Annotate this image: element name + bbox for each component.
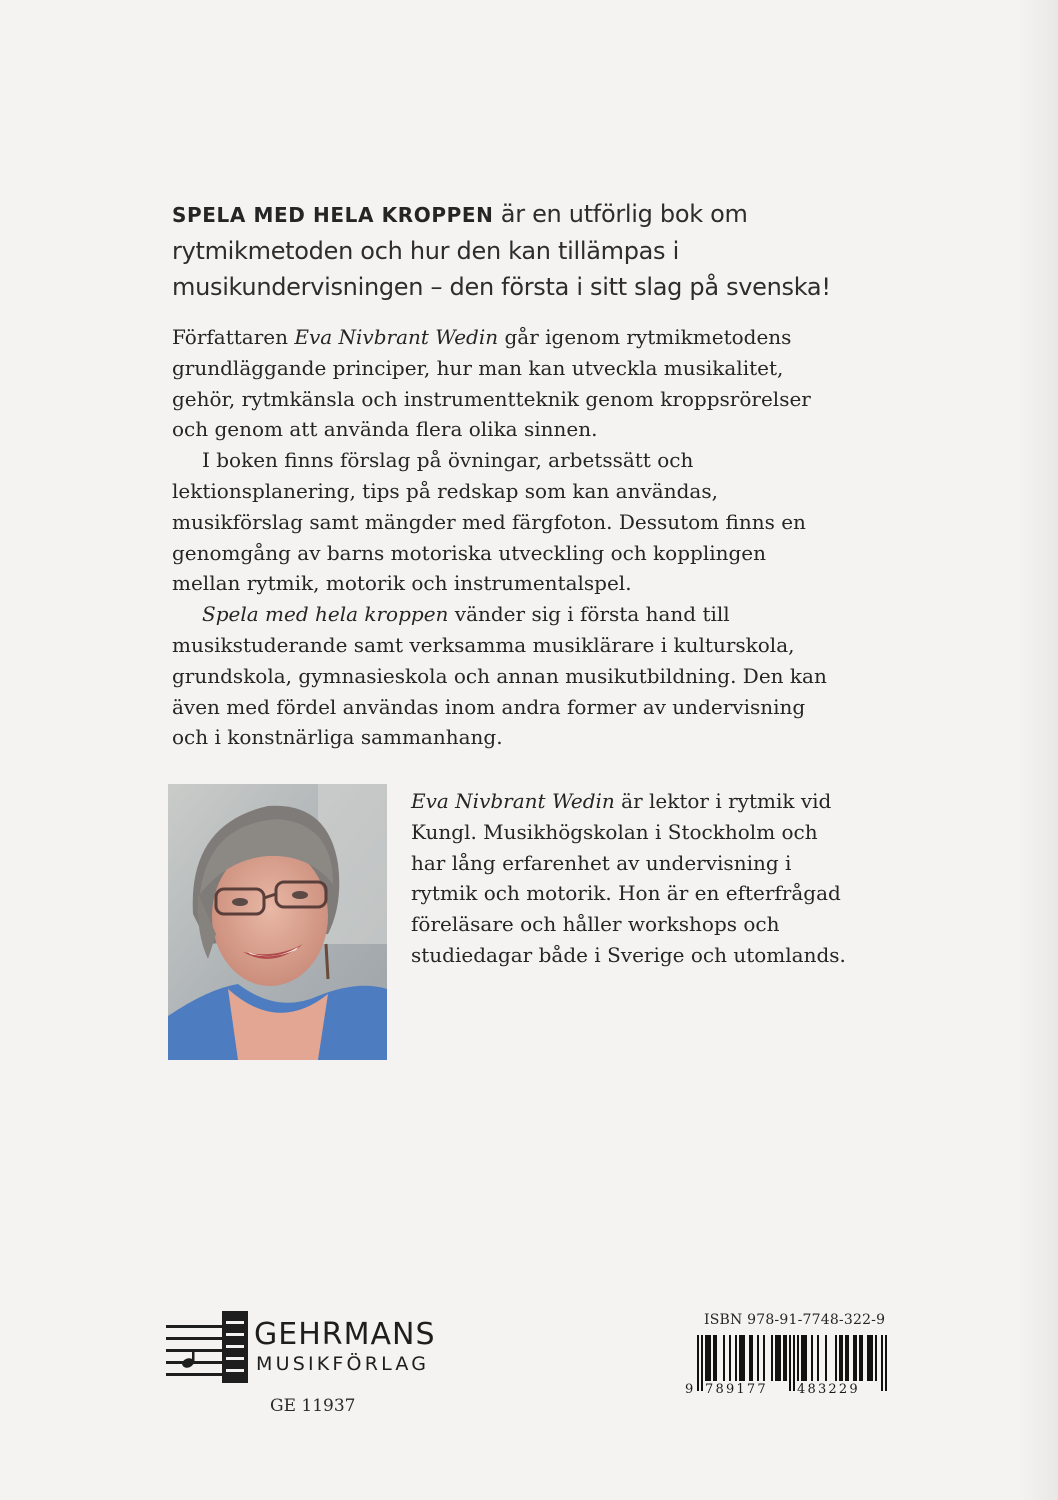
book-title-caps: SPELA MED HELA KROPPEN xyxy=(172,203,494,227)
isbn-label: ISBN 978-91-7748-322-9 xyxy=(704,1312,886,1328)
paragraph-1-intro: Författaren xyxy=(172,325,295,349)
bio-author-name: Eva Nivbrant Wedin xyxy=(411,789,615,813)
barcode-digits-left: 789177 xyxy=(705,1382,768,1395)
author-bio xyxy=(411,786,851,971)
barcode-bar xyxy=(859,1335,861,1381)
barcode-bar xyxy=(845,1335,847,1381)
barcode-bar xyxy=(713,1335,715,1381)
barcode-bar xyxy=(881,1335,883,1391)
paragraph-3-text: vänder sig i första hand till musikstuderande samt verksamma musiklärare i kulturskola, grundskola, gymnasieskola och annan musikutbildning. Den kan även med fördel användas inom andra former av undervisning och i konstnärliga sammanhang. xyxy=(172,602,827,750)
barcode-bar xyxy=(871,1335,873,1381)
barcode-bar xyxy=(705,1335,707,1381)
barcode-bar xyxy=(869,1335,871,1381)
lead-text: är en utförlig bok om rytmikmetoden och hur den kan tillämpas i musikundervisningen – den första i sitt slag på svenska! xyxy=(172,200,831,301)
barcode-bar xyxy=(735,1335,737,1381)
barcode-bar xyxy=(785,1335,787,1381)
barcode-bar xyxy=(743,1335,745,1381)
barcode-bar xyxy=(803,1335,805,1381)
barcode-bar xyxy=(839,1335,841,1381)
barcode-bar xyxy=(783,1335,785,1381)
barcode-bar xyxy=(701,1335,703,1391)
author-name: Eva Nivbrant Wedin xyxy=(294,325,499,349)
page-edge-shadow xyxy=(1018,0,1058,1500)
barcode-bar xyxy=(723,1335,725,1381)
barcode-bar xyxy=(775,1335,777,1381)
barcode-digits-right: 483229 xyxy=(797,1382,860,1395)
barcode-bar xyxy=(805,1335,807,1381)
barcode-bar xyxy=(789,1335,791,1391)
isbn-barcode xyxy=(683,1333,897,1395)
publisher-staff-icon xyxy=(166,1311,250,1383)
barcode-bar xyxy=(779,1335,781,1381)
publisher-subtitle: MUSIKFÖRLAG xyxy=(256,1353,430,1375)
barcode-bar xyxy=(739,1335,741,1381)
barcode-bar xyxy=(757,1335,759,1381)
barcode-bar xyxy=(777,1335,779,1381)
barcode-bar xyxy=(867,1335,869,1381)
barcode-bar xyxy=(763,1335,765,1381)
description-paragraph-3 xyxy=(172,599,840,753)
barcode-bar xyxy=(861,1335,863,1381)
barcode-bar xyxy=(825,1335,827,1381)
description xyxy=(172,322,840,753)
description-paragraph-2 xyxy=(172,445,840,599)
barcode-digit-first: 9 xyxy=(685,1382,696,1395)
barcode-bar xyxy=(751,1335,753,1381)
barcode-bar xyxy=(875,1335,877,1381)
barcode-bar xyxy=(741,1335,743,1381)
barcode-bar xyxy=(817,1335,819,1381)
barcode-bar xyxy=(697,1335,699,1391)
barcode-bar xyxy=(797,1335,799,1381)
barcode-bar xyxy=(853,1335,855,1381)
barcode-bar xyxy=(841,1335,843,1381)
barcode-bar xyxy=(709,1335,711,1381)
publisher-name: GEHRMANS xyxy=(254,1317,436,1352)
barcode-bar xyxy=(847,1335,849,1381)
barcode-bar xyxy=(771,1335,773,1381)
catalog-number: GE 11937 xyxy=(270,1396,356,1416)
book-title-italic: Spela med hela kroppen xyxy=(202,602,449,627)
barcode-bar xyxy=(835,1335,837,1381)
description-paragraph-1 xyxy=(172,322,840,445)
barcode-bar xyxy=(707,1335,709,1381)
barcode-bar xyxy=(715,1335,717,1381)
author-portrait-icon xyxy=(168,784,387,1060)
barcode-bar xyxy=(855,1335,857,1381)
paragraph-2-text: I boken finns förslag på övningar, arbetssätt och lektionsplanering, tips på redskap som kan användas, musikförslag samt mängder med färgfoton. Dessutom finns en genomgång av barns motoriska utveckling och kopplingen mellan rytmik, motorik och instrumentalspel. xyxy=(172,448,806,596)
publisher-logo xyxy=(166,1311,466,1391)
barcode-bar xyxy=(749,1335,751,1381)
lead-paragraph xyxy=(172,196,872,305)
bio-text: är lektor i rytmik vid Kungl. Musikhögskolan i Stockholm och har lång erfarenhet av undervisning i rytmik och motorik. Hon är en efterfrågad föreläsare och håller workshops och studiedagar både i Sverige och utomlands. xyxy=(411,789,846,967)
barcode-bar xyxy=(793,1335,795,1391)
author-photo xyxy=(168,784,387,1060)
barcode-bar xyxy=(885,1335,887,1391)
barcode-bar xyxy=(729,1335,731,1381)
barcode-bar xyxy=(811,1335,813,1381)
paragraph-1-text: går igenom rytmikmetodens grundläggande principer, hur man kan utveckla musikalitet, gehör, rytmkänsla och instrumentteknik genom kroppsrörelser och genom att använda flera olika sinnen. xyxy=(172,325,811,442)
barcode-bar xyxy=(801,1335,803,1381)
